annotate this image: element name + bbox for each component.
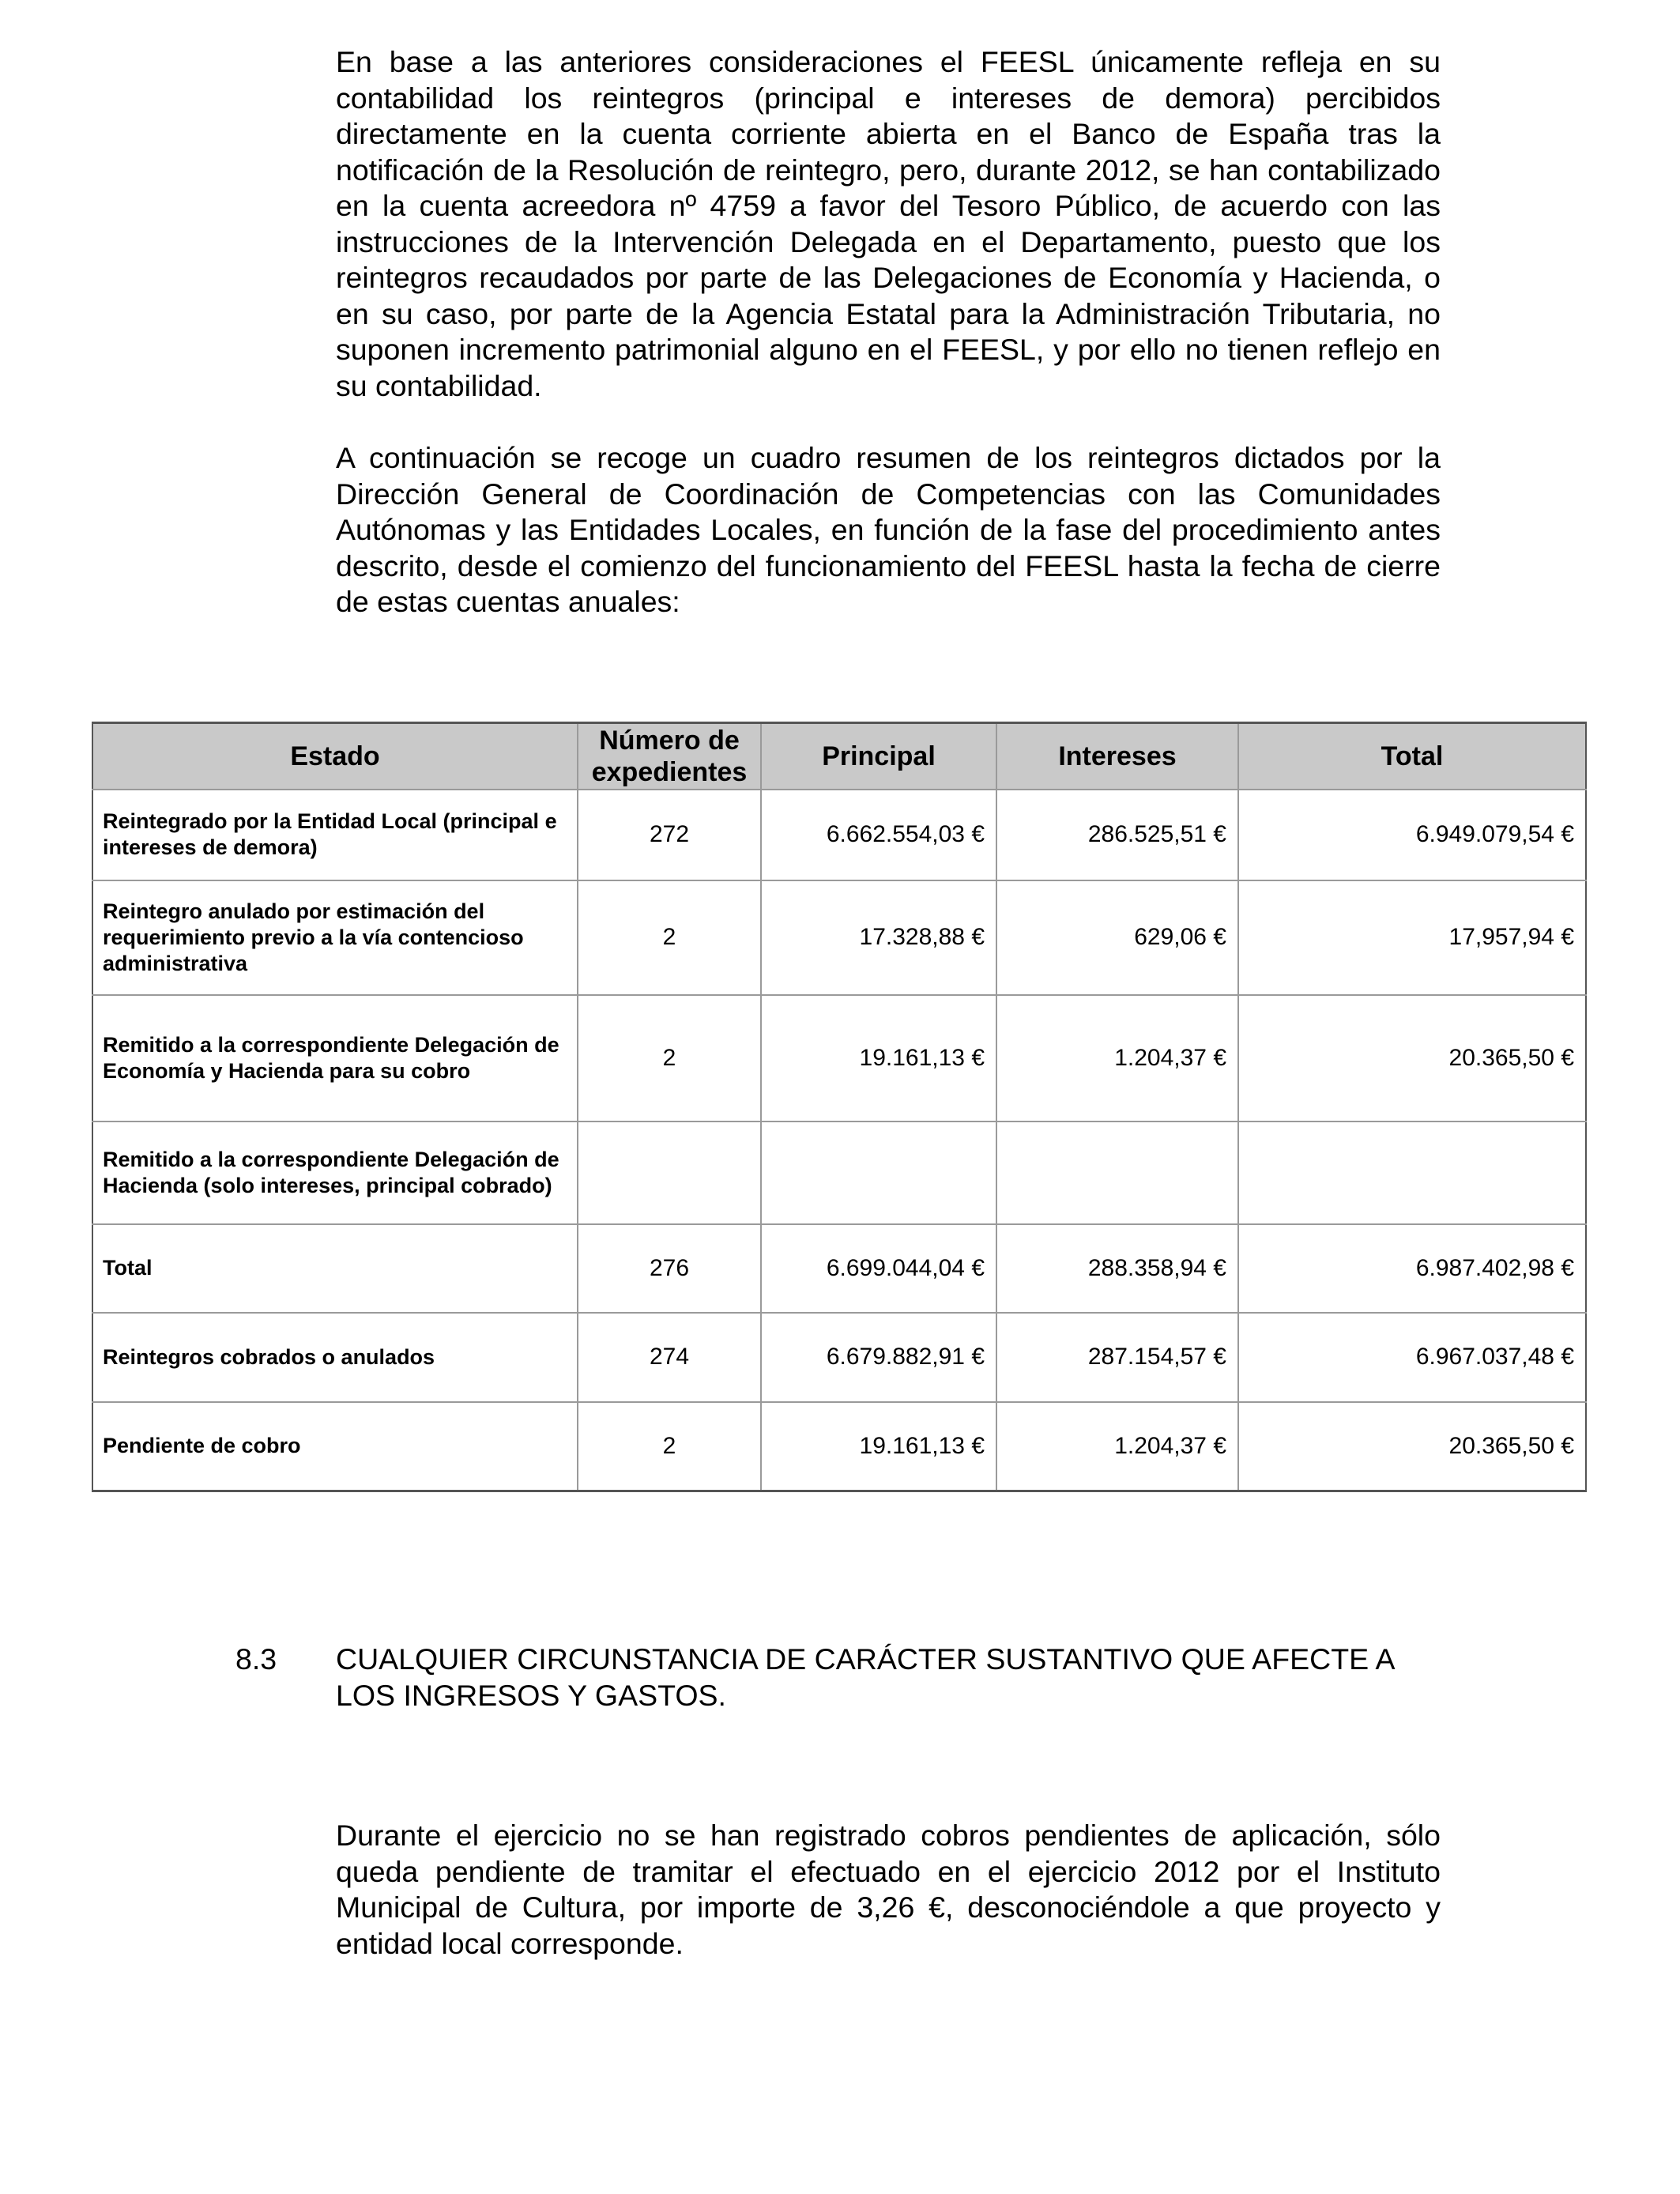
- cell-total: [1238, 1122, 1586, 1224]
- cell-estado: Reintegrado por la Entidad Local (principal e intereses de demora): [92, 790, 578, 880]
- cell-numero: 2: [578, 995, 761, 1122]
- section-number: 8.3: [235, 1642, 277, 1676]
- cell-estado: Reintegros cobrados o anulados: [92, 1313, 578, 1402]
- cell-intereses: 1.204,37 €: [996, 1402, 1238, 1491]
- cell-intereses: 286.525,51 €: [996, 790, 1238, 880]
- table-row-total: [92, 1224, 1586, 1313]
- cell-total: 6.949.079,54 €: [1238, 790, 1586, 880]
- cell-intereses: 629,06 €: [996, 880, 1238, 995]
- cell-numero: [578, 1122, 761, 1224]
- reintegros-summary-table: [92, 722, 1587, 1492]
- header-total: Total: [1238, 723, 1586, 790]
- header-numero-expedientes: Número de expedientes: [578, 723, 761, 790]
- cell-total: 20.365,50 €: [1238, 1402, 1586, 1491]
- cell-total: 6.987.402,98 €: [1238, 1224, 1586, 1313]
- header-estado: Estado: [92, 723, 578, 790]
- cell-estado: Pendiente de cobro: [92, 1402, 578, 1491]
- cell-numero: 274: [578, 1313, 761, 1402]
- cell-principal: 19.161,13 €: [761, 995, 996, 1122]
- cell-principal: 17.328,88 €: [761, 880, 996, 995]
- cell-estado: Remitido a la correspondiente Delegación de Hacienda (solo intereses, principal cobrado): [92, 1122, 578, 1224]
- cell-numero: 276: [578, 1224, 761, 1313]
- cell-numero: 272: [578, 790, 761, 880]
- intro-paragraph: En base a las anteriores consideraciones el FEESL únicamente refleja en su contabilidad los reintegros (principal e intereses de demora) percibidos directamente en la cuenta corriente abierta en el Banco de España tras la notificación de la Resolución de reintegro, pero, durante 2012, se han contabilizado en la cuenta acreedora nº 4759 a favor del Tesoro Público, de acuerdo con las instrucciones de la Intervención Delegada en el Departamento, puesto que los reintegros recaudados por parte de las Delegaciones de Economía y Hacienda, o en su caso, por parte de la Agencia Estatal para la Administración Tributaria, no suponen incremento patrimonial alguno en el FEESL, y por ello no tienen reflejo en su contabilidad.: [336, 45, 1441, 402]
- table-header-row: [92, 723, 1586, 790]
- cell-total: 17,957,94 €: [1238, 880, 1586, 995]
- cell-estado: Reintegro anulado por estimación del requerimiento previo a la vía contencioso administrativa: [92, 880, 578, 995]
- header-principal: Principal: [761, 723, 996, 790]
- cell-principal: 19.161,13 €: [761, 1402, 996, 1491]
- table-row: [92, 1402, 1586, 1491]
- header-intereses: Intereses: [996, 723, 1238, 790]
- cell-principal: 6.699.044,04 €: [761, 1224, 996, 1313]
- cell-intereses: [996, 1122, 1238, 1224]
- cell-principal: 6.662.554,03 €: [761, 790, 996, 880]
- table-intro-paragraph: A continuación se recoge un cuadro resumen de los reintegros dictados por la Dirección General de Coordinación de Competencias con las Comunidades Autónomas y las Entidades Locales, en función de la fase del procedimiento antes descrito, desde el comienzo del funcionamiento del FEESL hasta la fecha de cierre de estas cuentas anuales:: [336, 441, 1441, 618]
- closing-paragraph: Durante el ejercicio no se han registrado cobros pendientes de aplicación, sólo queda pendiente de tramitar el efectuado en el ejercicio 2012 por el Instituto Municipal de Cultura, por importe de 3,26 €, desconociéndole a que proyecto y entidad local corresponde.: [336, 1819, 1441, 1960]
- cell-estado: Total: [92, 1224, 578, 1313]
- cell-intereses: 1.204,37 €: [996, 995, 1238, 1122]
- table-row: [92, 1313, 1586, 1402]
- cell-intereses: 287.154,57 €: [996, 1313, 1238, 1402]
- cell-principal: 6.679.882,91 €: [761, 1313, 996, 1402]
- cell-total: 6.967.037,48 €: [1238, 1313, 1586, 1402]
- section-title: CUALQUIER CIRCUNSTANCIA DE CARÁCTER SUSTANTIVO QUE AFECTE A LOS INGRESOS Y GASTOS.: [336, 1642, 1394, 1712]
- table-row: [92, 790, 1586, 880]
- cell-numero: 2: [578, 1402, 761, 1491]
- cell-principal: [761, 1122, 996, 1224]
- cell-total: 20.365,50 €: [1238, 995, 1586, 1122]
- table-row: [92, 1122, 1586, 1224]
- table-row: [92, 880, 1586, 995]
- cell-estado: Remitido a la correspondiente Delegación de Economía y Hacienda para su cobro: [92, 995, 578, 1122]
- cell-numero: 2: [578, 880, 761, 995]
- cell-intereses: 288.358,94 €: [996, 1224, 1238, 1313]
- table-row: [92, 995, 1586, 1122]
